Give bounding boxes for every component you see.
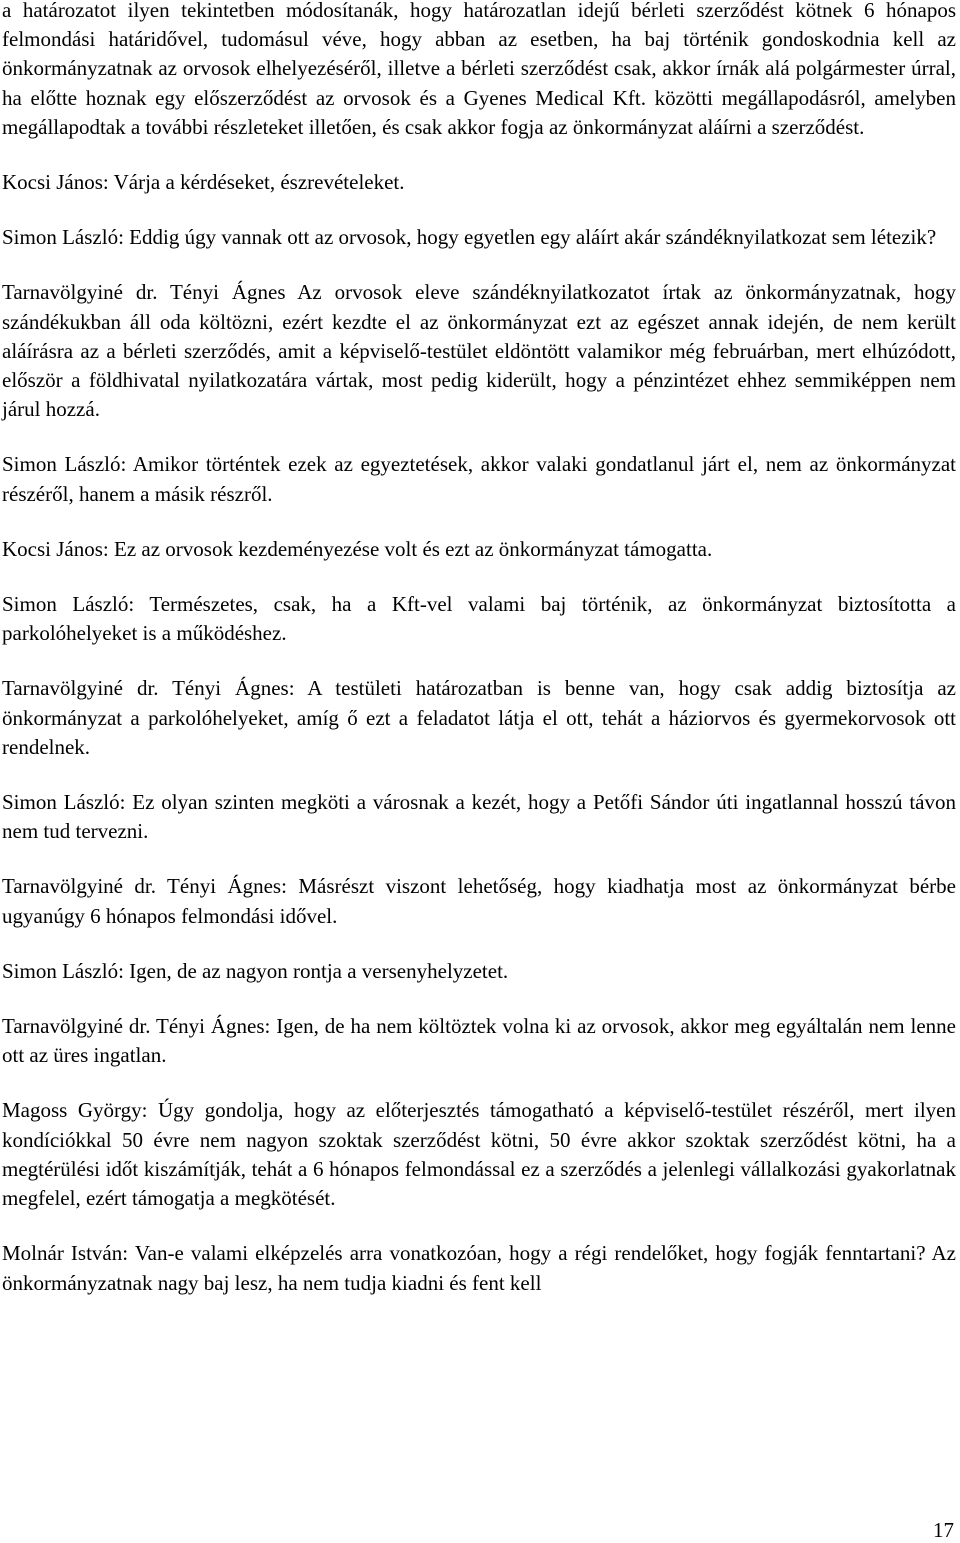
paragraph-simon-signed-declaration: Simon László: Eddig úgy vannak ott az orvosok, hogy egyetlen egy aláírt akár szándéknyilatkozat sem létezik? bbox=[2, 225, 937, 250]
paragraph-simon-negotiations: Simon László: Amikor történtek ezek az egyeztetések, akkor valaki gondatlanul járt el, nem az önkormányzat részéről, hanem a másik részről. bbox=[2, 452, 956, 506]
paragraph-molnar-old-clinics: Molnár István: Van-e valami elképzelés arra vonatkozóan, hogy a régi rendelőket, hogy fogják fenntartani? Az önkormányzatnak nagy baj lesz, ha nem tudja kiadni és fent kell bbox=[2, 1241, 956, 1295]
paragraph-magoss-support: Magoss György: Úgy gondolja, hogy az előterjesztés támogatható a képviselő-testület részéről, mert ilyen kondíciókkal 50 évre nem nagyon szoktak szerződést kötni, 50 évre akkor szoktak szerződést kötni, ha a megtérülési időt kiszámítják, tehát a 6 hónapos felmondással ez a szerződés a jelenlegi vállalkozási gyakorlatnak megfelel, ezért támogatja a megkötését. bbox=[2, 1098, 956, 1211]
paragraph-resolution-amendment: a határozatot ilyen tekintetben módosítanák, hogy határozatlan idejű bérleti szerződést kötnek 6 hónapos felmondási határidővel, tudomásul véve, hogy abban az esetben, ha baj történik gondoskodnia kell az önkormányzatnak az orvosok elhelyezéséről, illetve a bérleti szerződést csak, akkor írnák alá polgármester úrral, ha előtte hoznak egy előszerződést az orvosok és a Gyenes Medical Kft. közötti megállapodásról, amelyben megállapodtak a további részleteket illetően, és csak akkor fogja az önkormányzat aláírni a szerződést. bbox=[2, 0, 956, 139]
document-body bbox=[2, 0, 956, 1324]
paragraph-tarnavolgyine-rent: Tarnavölgyiné dr. Tényi Ágnes: Másrészt viszont lehetőség, hogy kiadhatja most az önkormányzat bérbe ugyanúgy 6 hónapos felmondási idővel. bbox=[2, 874, 956, 928]
paragraph-simon-parking: Simon László: Természetes, csak, ha a Kft-vel valami baj történik, az önkormányzat biztosította a parkolóhelyeket is a működéshez. bbox=[2, 592, 956, 646]
paragraph-tarnavolgyine-declaration: Tarnavölgyiné dr. Tényi Ágnes Az orvosok eleve szándéknyilatkozatot írtak az önkormányzatnak, hogy szándékukban áll oda költözni, ezért kezdte el az önkormányzat ezt az egészet annak idején, de nem került aláírásra az a bérleti szerződés, amit a képviselő-testület eldöntött valamikor még februárban, mert elhúzódott, először a földhivatal nyilatkozatára vártak, most pedig kiderült, hogy a pénzintézet ehhez semmiképpen nem járul hozzá. bbox=[2, 280, 956, 422]
paragraph-tarnavolgyine-parking: Tarnavölgyiné dr. Tényi Ágnes: A testületi határozatban is benne van, hogy csak addig biztosítja az önkormányzat a parkolóhelyeket, amíg ő ezt a feladatot látja el ott, tehát a háziorvos és gyermekorvosok ott rendelnek. bbox=[2, 676, 956, 759]
paragraph-simon-competition: Simon László: Igen, de az nagyon rontja a versenyhelyzetet. bbox=[2, 958, 509, 983]
paragraph-kocsi-initiative: Kocsi János: Ez az orvosok kezdeményezése volt és ezt az önkormányzat támogatta. bbox=[2, 536, 713, 561]
paragraph-simon-planning: Simon László: Ez olyan szinten megköti a városnak a kezét, hogy a Petőfi Sándor úti ingatlannal hosszú távon nem tud tervezni. bbox=[2, 790, 956, 844]
paragraph-kocsi-questions: Kocsi János: Várja a kérdéseket, észrevételeket. bbox=[2, 170, 405, 195]
page-number: 17 bbox=[933, 1518, 954, 1542]
paragraph-tarnavolgyine-empty-property: Tarnavölgyiné dr. Tényi Ágnes: Igen, de ha nem költöztek volna ki az orvosok, akkor meg egyáltalán nem lenne ott az üres ingatlan. bbox=[2, 1014, 956, 1068]
